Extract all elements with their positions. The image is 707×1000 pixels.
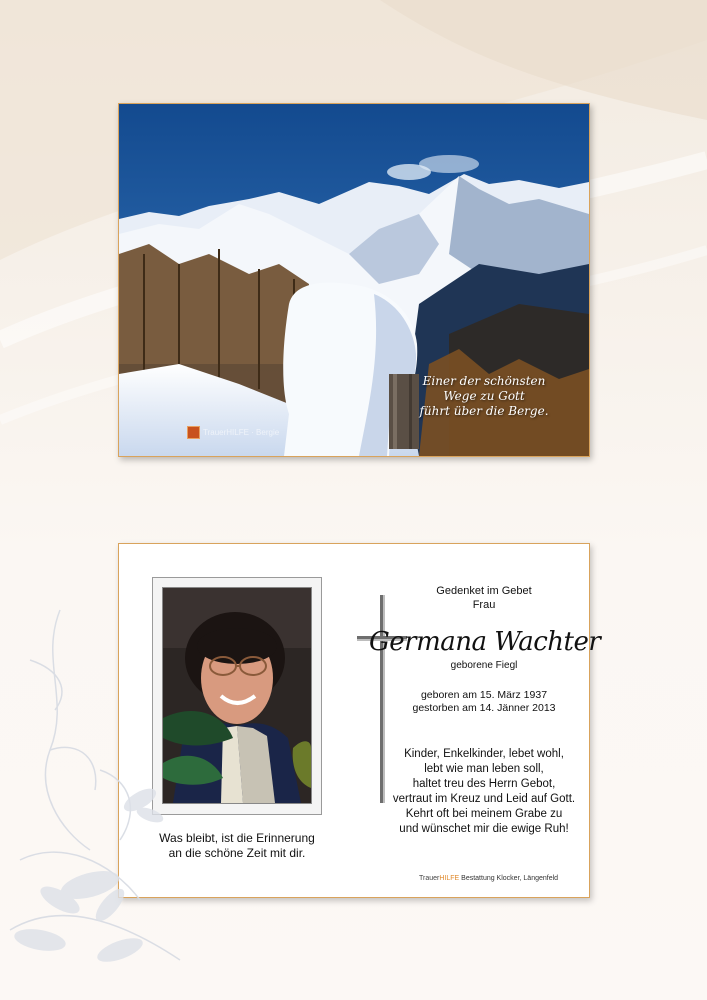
- verse-line-3: führt über die Berge.: [419, 404, 549, 418]
- verse-text: [409, 374, 559, 419]
- footer-brand-b: HILFE: [439, 875, 460, 882]
- deceased-name: Germana Wachter: [369, 627, 601, 657]
- poem-line-5: Kehrt oft bei meinem Grabe zu: [405, 808, 563, 820]
- poem-line-4: vertraut im Kreuz und Leid auf Gott.: [392, 793, 576, 805]
- verse-line-2: Wege zu Gott: [443, 389, 525, 403]
- memory-line-2: an die schöne Zeit mit dir.: [168, 846, 306, 860]
- logo-icon: [187, 426, 200, 439]
- memory-line-1: Was bleibt, ist die Erinnerung: [159, 831, 315, 845]
- memorial-text: [369, 584, 601, 837]
- poem-line-1: Kinder, Enkelkinder, lebet wohl,: [404, 748, 564, 760]
- born-date: geboren am 15. März 1937: [420, 689, 548, 701]
- photo-watermark-logo: [187, 426, 279, 439]
- birth-name: geborene Fiegl: [450, 660, 518, 671]
- poem: [369, 747, 599, 837]
- verse-line-1: Einer der schönsten: [422, 374, 546, 388]
- photo-watermark-text: TrauerHILFE · Bergie: [203, 428, 280, 437]
- front-card-photo: [118, 103, 590, 457]
- heading: Gedenket im Gebet: [436, 585, 532, 597]
- poem-line-3: haltet treu des Herrn Gebot,: [412, 778, 556, 790]
- poem-line-2: lebt wie man leben soll,: [424, 763, 544, 775]
- floral-ornament: [0, 600, 200, 1000]
- footer-brand-a: Trauer: [419, 875, 440, 882]
- footer-rest: Bestattung Klocker, Längenfeld: [459, 875, 559, 882]
- life-dates: [389, 689, 579, 715]
- footer-credit: [419, 875, 558, 882]
- salutation: Frau: [472, 599, 496, 611]
- died-date: gestorben am 14. Jänner 2013: [412, 702, 556, 714]
- poem-line-6: und wünschet mir die ewige Ruh!: [399, 823, 569, 835]
